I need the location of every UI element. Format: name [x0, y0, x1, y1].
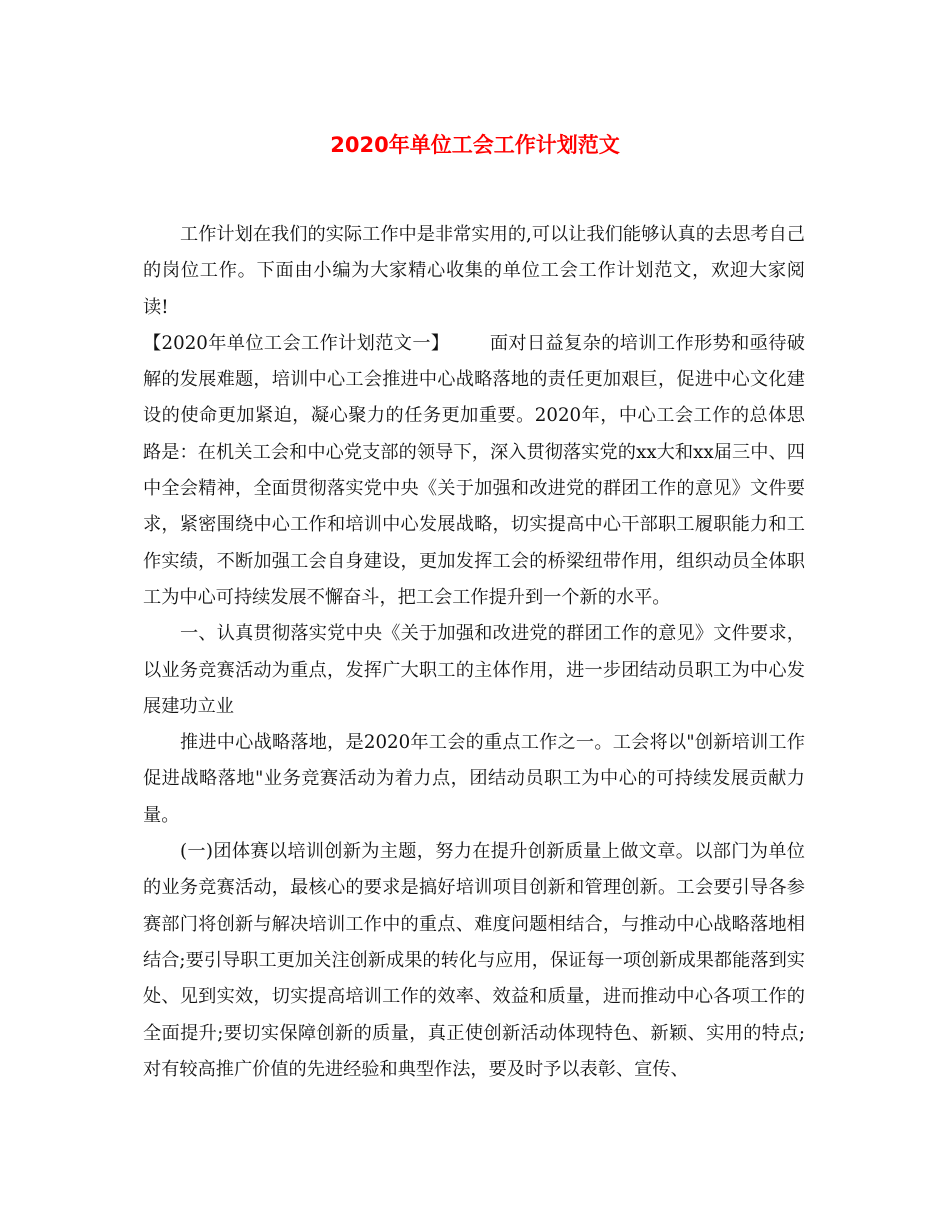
section-heading: 【2020年单位工会工作计划范文一】: [143, 332, 450, 354]
section-intro: 面对日益复杂的培训工作形势和亟待破解的发展难题，培训中心工会推进中心战略落地的责任更加艰巨，促进中心文化建设的使命更加紧迫，凝心聚力的任务更加重要。2020年，中心工会工作的总体思路是：在机关工会和中心党支部的领导下，深入贯彻落实党的xx大和xx届三中、四中全会精神，全面贯彻落实党中央《关于加强和改进党的群团工作的意见》文件要求，紧密围绕中心工作和培训中心发展战略，切实提高中心干部职工履职能力和工作实绩，不断加强工会自身建设，更加发挥工会的桥梁纽带作用，组织动员全体职工为中心可持续发展不懈奋斗，把工会工作提升到一个新的水平。: [143, 332, 805, 608]
sub-point-one: (一)团体赛以培训创新为主题，努力在提升创新质量上做文章。以部门为单位的业务竞赛活动，最核心的要求是搞好培训项目创新和管理创新。工会要引导各参赛部门将创新与解决培训工作中的重点、难度问题相结合，与推动中心战略落地相结合;要引导职工更加关注创新成果的转化与应用，保证每一项创新成果都能落到实处、见到实效，切实提高培训工作的效率、效益和质量，进而推动中心各项工作的全面提升;要切实保障创新的质量，真正使创新活动体现特色、新颖、实用的特点;对有较高推广价值的先进经验和典型作法，要及时予以表彰、宣传、: [143, 841, 805, 1080]
document-body: [143, 217, 805, 1088]
point-one-heading: 一、认真贯彻落实党中央《关于加强和改进党的群团工作的意见》文件要求，以业务竞赛活动为重点，发挥广大职工的主体作用，进一步团结动员职工为中心发展建功立业: [143, 623, 805, 717]
point-one-body: 推进中心战略落地，是2020年工会的重点工作之一。工会将以"创新培训工作促进战略落地"业务竞赛活动为着力点，团结动员职工为中心的可持续发展贡献力量。: [143, 732, 805, 826]
section-paragraph: [143, 326, 805, 616]
document-title: 2020年单位工会工作计划范文: [330, 133, 620, 157]
intro-paragraph: 工作计划在我们的实际工作中是非常实用的,可以让我们能够认真的去思考自己的岗位工作。下面由小编为大家精心收集的单位工会工作计划范文，欢迎大家阅读!: [143, 224, 805, 318]
